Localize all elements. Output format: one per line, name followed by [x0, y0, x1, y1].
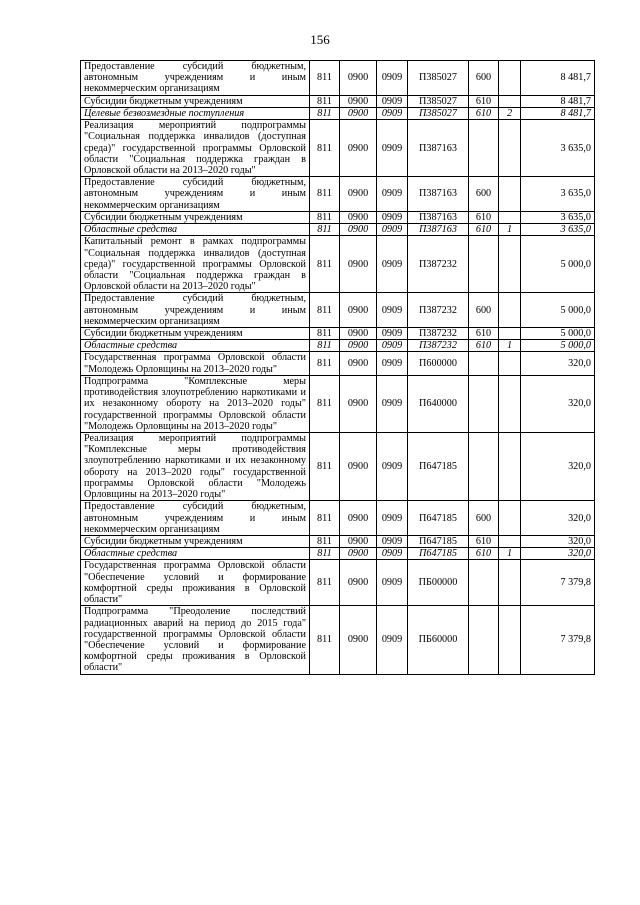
row-section-code: 0900: [340, 107, 377, 119]
row-name: Капитальный ремонт в рамках подпрограммы "Социальная поддержка инвалидов (доступная среда)" государственной программы Орловской области "Социальная поддержка граждан в Орловской области на 2013–2020 годы": [81, 236, 310, 293]
row-target-article: П387232: [408, 236, 469, 293]
row-amount: 7 379,8: [521, 606, 595, 674]
row-expense-type: 610: [469, 107, 499, 119]
page-number: 156: [310, 32, 330, 47]
row-amount: 3 635,0: [521, 211, 595, 223]
row-funding-source: [499, 61, 521, 96]
row-name: Субсидии бюджетным учреждениям: [81, 211, 310, 223]
table-row: [81, 560, 595, 606]
table-row: [81, 120, 595, 177]
row-target-article: П387163: [408, 120, 469, 177]
row-subsection-code: 0909: [377, 236, 408, 293]
row-name: Предоставление субсидий бюджетным, автономным учреждениям и иным некоммерческим организациям: [81, 501, 310, 536]
row-department-code: 811: [310, 340, 340, 352]
row-expense-type: 600: [469, 293, 499, 328]
row-funding-source: [499, 211, 521, 223]
row-department-code: 811: [310, 548, 340, 560]
row-section-code: 0900: [340, 433, 377, 501]
row-funding-source: 1: [499, 548, 521, 560]
row-section-code: 0900: [340, 95, 377, 107]
row-expense-type: 610: [469, 211, 499, 223]
row-amount: 3 635,0: [521, 224, 595, 236]
row-section-code: 0900: [340, 352, 377, 375]
row-section-code: 0900: [340, 293, 377, 328]
row-subsection-code: 0909: [377, 340, 408, 352]
row-department-code: 811: [310, 560, 340, 606]
table-row: [81, 236, 595, 293]
row-target-article: П387163: [408, 211, 469, 223]
table-row: [81, 293, 595, 328]
row-name: Субсидии бюджетным учреждениям: [81, 535, 310, 547]
row-subsection-code: 0909: [377, 433, 408, 501]
row-expense-type: 600: [469, 177, 499, 212]
row-name: Реализация мероприятий подпрограммы "Комплексные меры противодействия злоупотреблению наркотиками и их незаконному обороту на 2013–2020 годы" государственной программы Орловской области "Молодежь Орловщины на 2013–2020 годы": [81, 433, 310, 501]
row-name: Областные средства: [81, 340, 310, 352]
table-row: [81, 433, 595, 501]
row-funding-source: [499, 375, 521, 432]
row-target-article: П640000: [408, 375, 469, 432]
row-amount: 320,0: [521, 501, 595, 536]
row-department-code: 811: [310, 236, 340, 293]
row-department-code: 811: [310, 375, 340, 432]
row-amount: 5 000,0: [521, 293, 595, 328]
row-funding-source: 1: [499, 340, 521, 352]
row-expense-type: [469, 606, 499, 674]
row-department-code: 811: [310, 293, 340, 328]
row-subsection-code: 0909: [377, 501, 408, 536]
row-name: Реализация мероприятий подпрограммы "Социальная поддержка инвалидов (доступная среда)" государственной программы Орловской области "Социальная поддержка граждан в Орловской области на 2013–2020 годы": [81, 120, 310, 177]
row-subsection-code: 0909: [377, 107, 408, 119]
row-section-code: 0900: [340, 211, 377, 223]
row-expense-type: [469, 433, 499, 501]
row-subsection-code: 0909: [377, 61, 408, 96]
table-row: [81, 177, 595, 212]
row-section-code: 0900: [340, 120, 377, 177]
row-target-article: П647185: [408, 535, 469, 547]
row-section-code: 0900: [340, 606, 377, 674]
row-department-code: 811: [310, 328, 340, 340]
row-expense-type: 610: [469, 224, 499, 236]
row-department-code: 811: [310, 535, 340, 547]
row-section-code: 0900: [340, 328, 377, 340]
row-funding-source: 1: [499, 224, 521, 236]
row-funding-source: [499, 606, 521, 674]
row-target-article: П387163: [408, 224, 469, 236]
row-name: Предоставление субсидий бюджетным, автономным учреждениям и иным некоммерческим организациям: [81, 293, 310, 328]
row-target-article: П647185: [408, 548, 469, 560]
row-amount: 5 000,0: [521, 328, 595, 340]
row-subsection-code: 0909: [377, 328, 408, 340]
row-department-code: 811: [310, 433, 340, 501]
row-department-code: 811: [310, 107, 340, 119]
row-funding-source: [499, 501, 521, 536]
row-section-code: 0900: [340, 535, 377, 547]
table-row: [81, 95, 595, 107]
row-funding-source: [499, 535, 521, 547]
row-target-article: П387232: [408, 293, 469, 328]
row-department-code: 811: [310, 211, 340, 223]
row-expense-type: 610: [469, 535, 499, 547]
row-name: Областные средства: [81, 224, 310, 236]
row-expense-type: [469, 560, 499, 606]
row-expense-type: 610: [469, 95, 499, 107]
row-amount: 8 481,7: [521, 61, 595, 96]
row-amount: 320,0: [521, 535, 595, 547]
row-subsection-code: 0909: [377, 177, 408, 212]
row-target-article: П387163: [408, 177, 469, 212]
row-subsection-code: 0909: [377, 548, 408, 560]
row-funding-source: [499, 328, 521, 340]
table-row: [81, 107, 595, 119]
table-row: [81, 211, 595, 223]
table-row: [81, 328, 595, 340]
row-expense-type: 610: [469, 328, 499, 340]
row-amount: 8 481,7: [521, 95, 595, 107]
row-expense-type: [469, 352, 499, 375]
row-amount: 5 000,0: [521, 340, 595, 352]
table-row: [81, 548, 595, 560]
row-target-article: П387232: [408, 340, 469, 352]
row-funding-source: 2: [499, 107, 521, 119]
row-subsection-code: 0909: [377, 224, 408, 236]
row-name: Подпрограмма "Преодоление последствий радиационных аварий на период до 2015 года" государственной программы Орловской области "Обеспечение условий и формирование комфортной среды проживания в Орловской области": [81, 606, 310, 674]
table-body: [81, 61, 595, 675]
row-target-article: ПБ60000: [408, 606, 469, 674]
row-subsection-code: 0909: [377, 293, 408, 328]
row-name: Государственная программа Орловской области "Обеспечение условий и формирование комфортной среды проживания в Орловской области": [81, 560, 310, 606]
row-funding-source: [499, 293, 521, 328]
row-subsection-code: 0909: [377, 352, 408, 375]
row-section-code: 0900: [340, 375, 377, 432]
row-name: Целевые безвозмездные поступления: [81, 107, 310, 119]
row-expense-type: [469, 120, 499, 177]
row-department-code: 811: [310, 61, 340, 96]
row-section-code: 0900: [340, 501, 377, 536]
row-department-code: 811: [310, 501, 340, 536]
row-name: Государственная программа Орловской области "Молодежь Орловщины на 2013–2020 годы": [81, 352, 310, 375]
row-name: Подпрограмма "Комплексные меры противодействия злоупотреблению наркотиками и их незаконному обороту на 2013–2020 годы" государственной программы Орловской области "Молодежь Орловщины на 2013–2020 годы": [81, 375, 310, 432]
row-funding-source: [499, 177, 521, 212]
row-amount: 3 635,0: [521, 177, 595, 212]
row-subsection-code: 0909: [377, 120, 408, 177]
table-row: [81, 340, 595, 352]
row-department-code: 811: [310, 95, 340, 107]
row-subsection-code: 0909: [377, 560, 408, 606]
row-amount: 5 000,0: [521, 236, 595, 293]
row-name: Предоставление субсидий бюджетным, автономным учреждениям и иным некоммерческим организациям: [81, 61, 310, 96]
row-target-article: П385027: [408, 95, 469, 107]
row-department-code: 811: [310, 120, 340, 177]
row-target-article: П647185: [408, 433, 469, 501]
table-row: [81, 61, 595, 96]
row-name: Предоставление субсидий бюджетным, автономным учреждениям и иным некоммерческим организациям: [81, 177, 310, 212]
row-target-article: П600000: [408, 352, 469, 375]
row-subsection-code: 0909: [377, 535, 408, 547]
row-section-code: 0900: [340, 560, 377, 606]
row-expense-type: 600: [469, 61, 499, 96]
row-subsection-code: 0909: [377, 375, 408, 432]
row-subsection-code: 0909: [377, 95, 408, 107]
row-department-code: 811: [310, 177, 340, 212]
row-section-code: 0900: [340, 224, 377, 236]
row-section-code: 0900: [340, 177, 377, 212]
table-row: [81, 501, 595, 536]
row-department-code: 811: [310, 352, 340, 375]
row-section-code: 0900: [340, 236, 377, 293]
row-amount: 3 635,0: [521, 120, 595, 177]
row-expense-type: 600: [469, 501, 499, 536]
row-amount: 320,0: [521, 352, 595, 375]
row-expense-type: 610: [469, 340, 499, 352]
row-funding-source: [499, 352, 521, 375]
row-funding-source: [499, 560, 521, 606]
row-target-article: П647185: [408, 501, 469, 536]
row-name: Субсидии бюджетным учреждениям: [81, 95, 310, 107]
row-subsection-code: 0909: [377, 606, 408, 674]
row-funding-source: [499, 120, 521, 177]
row-amount: 7 379,8: [521, 560, 595, 606]
row-target-article: П385027: [408, 61, 469, 96]
row-funding-source: [499, 433, 521, 501]
row-section-code: 0900: [340, 548, 377, 560]
row-name: Субсидии бюджетным учреждениям: [81, 328, 310, 340]
row-subsection-code: 0909: [377, 211, 408, 223]
table-row: [81, 224, 595, 236]
table-row: [81, 535, 595, 547]
row-department-code: 811: [310, 606, 340, 674]
row-name: Областные средства: [81, 548, 310, 560]
table-row: [81, 375, 595, 432]
row-section-code: 0900: [340, 61, 377, 96]
row-funding-source: [499, 236, 521, 293]
row-expense-type: [469, 236, 499, 293]
row-amount: 320,0: [521, 548, 595, 560]
budget-table: [80, 60, 595, 675]
table-row: [81, 606, 595, 674]
row-target-article: ПБ00000: [408, 560, 469, 606]
row-amount: 320,0: [521, 433, 595, 501]
table-row: [81, 352, 595, 375]
row-department-code: 811: [310, 224, 340, 236]
row-target-article: П387232: [408, 328, 469, 340]
row-expense-type: 610: [469, 548, 499, 560]
row-expense-type: [469, 375, 499, 432]
row-section-code: 0900: [340, 340, 377, 352]
row-funding-source: [499, 95, 521, 107]
row-amount: 320,0: [521, 375, 595, 432]
row-target-article: П385027: [408, 107, 469, 119]
row-amount: 8 481,7: [521, 107, 595, 119]
